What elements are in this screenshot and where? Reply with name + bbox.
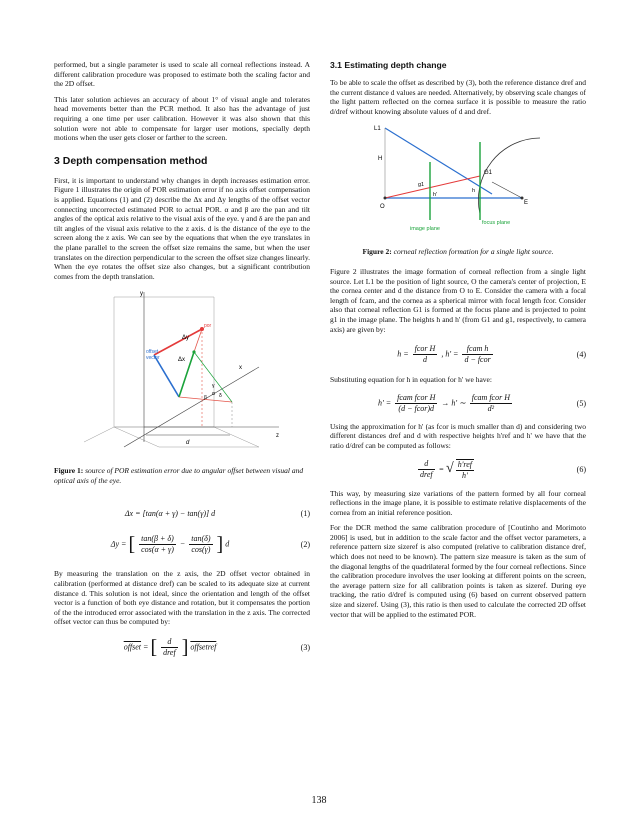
equation-6-body: $\frac{d}{\text{dref}}$ = √ $\frac{\text{h'ref}}{h'}$ xyxy=(420,459,472,480)
caption-text: corneal reflection formation for a single light source. xyxy=(393,247,554,257)
paragraph: This way, by measuring size variations of the pattern formed by all four corneal reflections in the image plane, it is possible to estimate relative displacements of the cornea from an initial reference position. xyxy=(330,488,586,517)
caption-label: Figure 2: xyxy=(362,247,392,257)
equation-1-number: (1) xyxy=(300,509,310,519)
figure-2-diagram xyxy=(330,122,586,238)
eq5-arrow: → h' ∼ xyxy=(441,398,466,408)
eq4-mid: , h' = xyxy=(441,349,459,359)
paragraph: First, it is important to understand why changes in depth increases estimation error. Figure 1 illustrates the origin of POR estimation error if no axis offset compensation is applied. Equations (1) and (2) describe the Δx and Δy lengths of the offset vector connecting uncorrected estimated POR to actual POR. α and β are the pan and tilt angles of the optical axis relative to the visual axis of the eye. γ and δ are the pan and tilt angles of the visual axis relative to the z axis. d is the distance of the eye to the screen along the z axis. We can see by the equations that when the eye translates in the plane parallel to the screen the offset size remains the same, but when the user translates on the direction perpendicular to the screen the offset size changes linearly. When the eye rotates the offset size also changes, but a significant contribution comes from the depth translation. xyxy=(54,175,310,281)
eq6-equals: = xyxy=(438,464,444,474)
axis-x-label: x xyxy=(239,365,242,372)
equation-5-number: (5) xyxy=(576,398,586,408)
eq5-lhs: h' = xyxy=(378,398,392,408)
equation-6-number: (6) xyxy=(576,465,586,474)
subsection-title: 3.1 Estimating depth change xyxy=(330,60,447,70)
equation-2 xyxy=(54,534,310,555)
eq3-rhs: offsetref xyxy=(190,642,217,652)
equation-5 xyxy=(330,393,586,414)
equation-2-number: (2) xyxy=(300,540,310,550)
equation-3-body: offset = [ $\frac{d}{\text{dref}}$ ] offsetref xyxy=(123,636,217,659)
figure-2-caption xyxy=(330,247,586,257)
h-prime-label: h' xyxy=(433,192,438,199)
eq2-lhs: Δy = xyxy=(110,539,127,549)
equation-1-body: Δx = [tan(α + γ) − tan(γ)] d xyxy=(124,509,216,519)
beta-label: β xyxy=(204,395,207,402)
equation-4-number: (4) xyxy=(576,350,586,360)
equation-4-body xyxy=(330,344,562,365)
paragraph: By measuring the translation on the z axis, the 2D offset vector obtained in calibration (performed at distance dref) can be scaled to its adequate size at current distance d. This solution is not ideal, since the orientation and length of the offset vector is a function of both eye distance and rotation, but it compensates the portion of the the introduced error associated with the translation in the z axis. The corrected offset vector can thus be computed by: xyxy=(54,569,310,627)
caption-text: source of POR estimation error due to angular offset between visual and optical axis of the eye. xyxy=(54,466,304,485)
eq5-frac2-num: fcam fcor H xyxy=(471,392,510,402)
paragraph: Figure 2 illustrates the image formation of corneal reflection from a single light source. Let L1 be the position of light source, O the camera's center of projection, E the cornea center and d the distance from O to E. Consider the camera with a focal length of fcam, and the cornea as a spherical mirror with focal length fcor. Consider also that corneal reflection G1 is formed at the focus plane and is projected to point g1 in the image plane. The heights h and h' (from G1 and g1, respectively, to camera axis) are given by: xyxy=(330,266,586,334)
eq6-root-den: h' xyxy=(461,470,468,480)
eq6-root-num: h'ref xyxy=(457,459,472,469)
focus-plane-label: focus plane xyxy=(482,220,511,227)
delta-y-label: Δy xyxy=(182,335,190,342)
vector-label: vector xyxy=(146,355,160,362)
paragraph: This later solution achieves an accuracy of about 1° of visual angle and tolerates head movements better than the PCR method. It also has the advantage of just requiring a one time per user calibration. However it was also shown that this solution were not able to compensate for larger user motions, specially depth motions when the user gets closer or farther to the screen. xyxy=(54,94,310,143)
alpha-label: α xyxy=(212,391,215,398)
eq3-lhs: offset xyxy=(123,642,142,652)
eq3-equals: = xyxy=(143,642,149,652)
paragraph: Using the approximation for h' (as fcor is much smaller than d) and considering two different distances dref and d with respective heights h'ref and h' we have that the ratio d/dref can be computed as follows: xyxy=(330,421,586,450)
figure-1-caption xyxy=(54,466,310,485)
eq2-frac2-den: cos(γ) xyxy=(191,545,211,555)
figure-2 xyxy=(330,122,586,257)
axis-z-label: z xyxy=(276,433,279,440)
paragraph: For the DCR method the same calibration procedure of [Coutinho and Morimoto 2006] is used, but in addition to the scale factor and the offset vector parameters, a reference pattern size sizeref is also computed (relative to calibration distance dref, which does not need to be known). The pattern size measure is taken as the sum of the diagonal lengths of the quadrilateral formed by the four corneal reflections. Since the calibration procedure involves the user looking at different points on the screen, the average pattern size for all calibration points is taken as sizeref. During eye tracking, the ratio d/dref is computed using (6) based on current observed pattern size and sizeref. Using (3), this ratio is then used to calculate the corrected 2D offset vector that will be applied to the estimated POR. xyxy=(330,523,586,619)
paragraph: performed, but a single parameter is used to scale all corneal reflections instead. A different calibration procedure was proposed to estimate both the scaling factor and the 2D offset. xyxy=(54,60,310,89)
eq2-frac2-num: tan(δ) xyxy=(191,534,211,544)
paragraph: Substituting equation for h in equation for h' we have: xyxy=(330,375,492,385)
eq5-frac1-num: fcam fcor H xyxy=(397,392,436,402)
equation-5-body xyxy=(330,393,562,414)
eq3-frac-den: dref xyxy=(163,648,176,658)
E-label: E xyxy=(524,200,529,207)
H-label: H xyxy=(378,156,383,163)
figure-1 xyxy=(54,287,310,485)
delta-x-label: Δx xyxy=(178,357,186,364)
distance-d-label: d xyxy=(186,440,190,447)
axis-y-label: y xyxy=(140,291,143,298)
eq4-frac2-num: fcam h xyxy=(462,344,492,355)
por-label: por xyxy=(204,323,212,330)
equation-1 xyxy=(54,509,310,518)
eq5-frac1-den: (d − fcor)d xyxy=(398,403,435,413)
eq4-frac1-den: d xyxy=(422,355,427,365)
caption-label: Figure 1: xyxy=(54,466,84,476)
left-column xyxy=(54,60,310,658)
delta-label: δ xyxy=(219,393,222,400)
gamma-label: γ xyxy=(212,383,215,390)
image-plane-label: image plane xyxy=(410,226,440,233)
right-column xyxy=(330,60,586,625)
offset-label: offset xyxy=(146,349,159,356)
eq3-frac-num: d xyxy=(161,637,178,648)
eq4-lhs: h = xyxy=(397,349,409,359)
eq2-frac1-num: tan(β + δ) xyxy=(139,534,176,545)
eq6-frac-den: dref xyxy=(420,470,433,479)
L1-label: L1 xyxy=(374,126,381,133)
paragraph: To be able to scale the offset as described by (3), both the reference distance dref and the current distance d values are needed. Alternatively, by observing scale changes of the light pattern reflected on the cornea surface it is possible to measure the ratio d/dref without knowing absolute values of d and dref. xyxy=(330,78,586,116)
eq2-minus: − xyxy=(179,539,186,549)
eq6-frac-num: d xyxy=(418,459,435,470)
equation-2-body: Δy = [ $\frac{\tan(\beta + \delta)}{\cos(\alpha + \gamma)}$ − $\frac{\tan(\delta)}{\cos(\gamma)}$ ] d xyxy=(110,533,230,556)
figure-1-diagram xyxy=(54,287,310,457)
equation-6 xyxy=(330,459,586,481)
eq4-frac1-num: fcor H xyxy=(414,344,436,354)
g1-label: g1 xyxy=(418,182,425,189)
O-label: O xyxy=(380,204,385,211)
eq4-frac2-den: d − fcor xyxy=(464,355,491,365)
eq2-tail: d xyxy=(225,539,230,549)
equation-3-number: (3) xyxy=(300,643,310,653)
eq2-frac1-den: cos(α + γ) xyxy=(141,545,174,555)
equation-4 xyxy=(330,344,586,365)
G1-label: G1 xyxy=(484,170,493,177)
h-label: h xyxy=(472,188,476,195)
section-title: 3 Depth compensation method xyxy=(54,154,208,167)
page-number: 138 xyxy=(311,795,327,806)
equation-3 xyxy=(54,637,310,658)
eq5-frac2-den: d² xyxy=(487,403,495,413)
